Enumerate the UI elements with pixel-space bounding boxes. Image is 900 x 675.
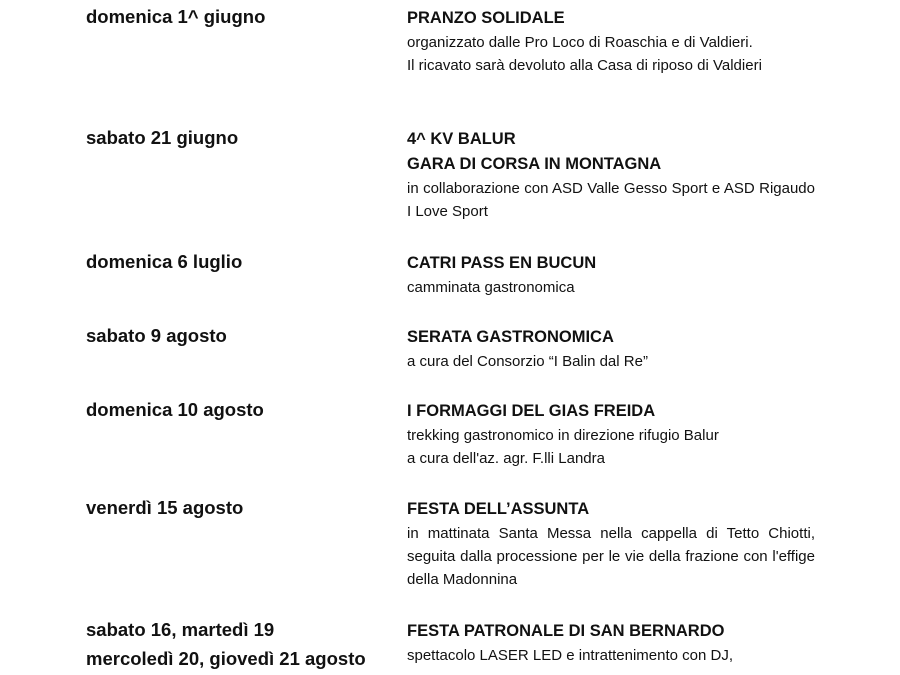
event-title: CATRI PASS EN BUCUN xyxy=(407,254,597,272)
event-date-line: domenica 1^ giugno xyxy=(86,6,266,27)
event-date-line: domenica 6 luglio xyxy=(86,251,243,272)
event-description-line: in mattinata Santa Messa nella cappella di Tetto Chiotti, seguita dalla processione per le vie della frazione con l'effige della Madonnina xyxy=(407,525,815,588)
event-date xyxy=(86,325,401,346)
event-info xyxy=(407,127,815,223)
event-date xyxy=(86,251,401,272)
event-info xyxy=(407,251,815,299)
event-description xyxy=(407,31,815,77)
event-title: PRANZO SOLIDALE xyxy=(407,9,565,27)
event-date xyxy=(86,619,401,669)
event-info xyxy=(407,6,815,77)
event-title: GARA DI CORSA IN MONTAGNA xyxy=(407,155,662,173)
event-date-line: sabato 9 agosto xyxy=(86,325,227,346)
event-date xyxy=(86,497,401,518)
event-description-line: organizzato dalle Pro Loco di Roaschia e di Valdieri. xyxy=(407,34,753,51)
event-description xyxy=(407,276,815,299)
event-description xyxy=(407,350,815,373)
event-title: FESTA DELL’ASSUNTA xyxy=(407,500,590,518)
event-description-line: trekking gastronomico in direzione rifugio Balur xyxy=(407,427,719,444)
event-date xyxy=(86,399,401,420)
event-info xyxy=(407,399,815,470)
event-date-line: venerdì 15 agosto xyxy=(86,497,244,518)
event-description-line: in collaborazione con ASD Valle Gesso Sport e ASD Rigaudo I Love Sport xyxy=(407,180,815,220)
event-description-line: camminata gastronomica xyxy=(407,279,575,296)
event-description-line: a cura dell'az. agr. F.lli Landra xyxy=(407,450,605,467)
event-title: I FORMAGGI DEL GIAS FREIDA xyxy=(407,402,656,420)
event-title: FESTA PATRONALE DI SAN BERNARDO xyxy=(407,622,725,640)
event-description xyxy=(407,424,815,470)
event-date xyxy=(86,127,401,148)
event-info xyxy=(407,325,815,373)
event-description-line: a cura del Consorzio “I Balin dal Re” xyxy=(407,353,648,370)
event-description xyxy=(407,177,815,223)
event-description xyxy=(407,522,815,591)
event-date-line: sabato 16, martedì 19 xyxy=(86,619,275,640)
event-info xyxy=(407,497,815,591)
event-date-line: domenica 10 agosto xyxy=(86,399,264,420)
event-date-line: sabato 21 giugno xyxy=(86,127,239,148)
event-description-line: spettacolo LASER LED e intrattenimento con DJ, xyxy=(407,647,734,664)
event-title: SERATA GASTRONOMICA xyxy=(407,328,614,346)
event-title: 4^ KV BALUR xyxy=(407,130,516,148)
event-description xyxy=(407,644,815,667)
event-date-line: mercoledì 20, giovedì 21 agosto xyxy=(86,648,366,669)
event-info xyxy=(407,619,815,667)
event-description-line: Il ricavato sarà devoluto alla Casa di riposo di Valdieri xyxy=(407,57,762,74)
event-date xyxy=(86,6,401,27)
